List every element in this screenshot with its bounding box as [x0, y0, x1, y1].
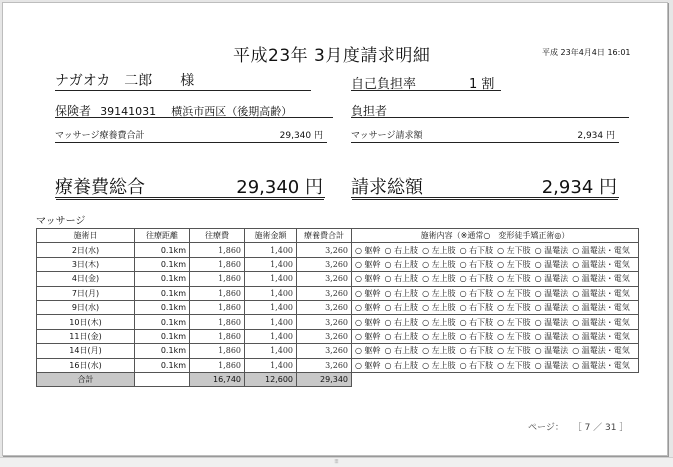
- totals-label: 合計: [37, 372, 135, 386]
- row-treatment-options: [352, 243, 639, 257]
- row-visit-fee: 1,860: [190, 286, 245, 300]
- row-treatment-fee: 1,400: [245, 243, 297, 257]
- row-treatment-options: [352, 315, 639, 329]
- treatment-option: ○ 温罨法: [535, 246, 569, 255]
- row-treatment-fee: 1,400: [245, 315, 297, 329]
- massage-claim-value: 2,934 円: [577, 131, 615, 141]
- row-treatment-options: [352, 358, 639, 372]
- row-date: 7日(月): [37, 286, 135, 300]
- treatment-option: ○ 左下肢: [497, 260, 531, 269]
- treatment-option: ○ 躯幹: [355, 346, 381, 355]
- treatment-option: ○ 温罨法・電気: [572, 274, 630, 283]
- treatment-option: ○ 躯幹: [355, 332, 381, 341]
- treatment-option: ○ 躯幹: [355, 361, 381, 370]
- page-number: ［ 7 ／ 31 ］: [572, 423, 629, 433]
- treatment-option: ○ 躯幹: [355, 303, 381, 312]
- row-visit-fee: 1,860: [190, 344, 245, 358]
- col-header-date: 施術日: [37, 229, 135, 243]
- row-treatment-fee: 1,400: [245, 329, 297, 343]
- treatment-option: ○ 躯幹: [355, 274, 381, 283]
- row-treatment-fee: 1,400: [245, 344, 297, 358]
- table-row: [37, 257, 639, 271]
- col-header-treatment-fee: 施術金額: [245, 229, 297, 243]
- row-date: 14日(月): [37, 344, 135, 358]
- treatment-option: ○ 左下肢: [497, 303, 531, 312]
- treatment-option: ○ 右上肢: [385, 346, 419, 355]
- burden-line: [351, 100, 629, 118]
- treatment-option: ○ 温罨法: [535, 303, 569, 312]
- row-visit-fee: 1,860: [190, 300, 245, 314]
- copay-line: [351, 73, 501, 91]
- treatment-option: ○ 左下肢: [497, 332, 531, 341]
- treatment-option: ○ 左下肢: [497, 361, 531, 370]
- treatment-option: ○ 右上肢: [385, 303, 419, 312]
- table-row: [37, 286, 639, 300]
- treatment-table: [36, 228, 639, 387]
- row-distance: 0.1km: [135, 315, 190, 329]
- treatment-option: ○ 左上肢: [422, 346, 456, 355]
- row-total: 3,260: [297, 344, 352, 358]
- treatment-option: ○ 右上肢: [385, 361, 419, 370]
- col-header-total: 療養費合計: [297, 229, 352, 243]
- row-visit-fee: 1,860: [190, 358, 245, 372]
- treatment-option: ○ 温罨法: [535, 318, 569, 327]
- table-row: [37, 358, 639, 372]
- row-date: 3日(木): [37, 257, 135, 271]
- table-row: [37, 329, 639, 343]
- massage-total-line: [55, 128, 327, 143]
- treatment-option: ○ 躯幹: [355, 318, 381, 327]
- document-title: 平成23年 3月度請求明細: [233, 46, 431, 66]
- grand-total-line: [55, 173, 325, 198]
- col-header-distance: 往療距離: [135, 229, 190, 243]
- row-date: 11日(金): [37, 329, 135, 343]
- row-treatment-options: [352, 300, 639, 314]
- treatment-option: ○ 温罨法: [535, 260, 569, 269]
- row-treatment-fee: 1,400: [245, 286, 297, 300]
- row-total: 3,260: [297, 257, 352, 271]
- treatment-option: ○ 右下肢: [460, 332, 494, 341]
- scrollbar-grip-icon[interactable]: ⦙⦙⦙: [334, 458, 339, 465]
- row-distance: 0.1km: [135, 300, 190, 314]
- row-treatment-options: [352, 286, 639, 300]
- treatment-option: ○ 右下肢: [460, 274, 494, 283]
- treatment-option: ○ 左上肢: [422, 260, 456, 269]
- row-treatment-options: [352, 257, 639, 271]
- treatment-option: ○ 温罨法・電気: [572, 346, 630, 355]
- patient-name: ナガオカ 二郎 様: [55, 73, 195, 89]
- treatment-option: ○ 左下肢: [497, 274, 531, 283]
- row-distance: 0.1km: [135, 243, 190, 257]
- burden-label: 負担者: [351, 104, 388, 118]
- treatment-option: ○ 温罨法・電気: [572, 289, 630, 298]
- row-date: 9日(水): [37, 300, 135, 314]
- table-header-row: [37, 229, 639, 243]
- row-visit-fee: 1,860: [190, 257, 245, 271]
- row-visit-fee: 1,860: [190, 329, 245, 343]
- claim-total-value: 2,934 円: [541, 177, 617, 198]
- treatment-option: ○ 左上肢: [422, 274, 456, 283]
- table-row: [37, 315, 639, 329]
- invoice-page: [2, 2, 668, 456]
- treatment-option: ○ 温罨法・電気: [572, 318, 630, 327]
- row-date: 4日(金): [37, 272, 135, 286]
- treatment-option: ○ 温罨法・電気: [572, 332, 630, 341]
- insurer-line: [55, 100, 333, 118]
- row-treatment-fee: 1,400: [245, 257, 297, 271]
- treatment-option: ○ 右下肢: [460, 361, 494, 370]
- treatment-option: ○ 右下肢: [460, 303, 494, 312]
- row-distance: 0.1km: [135, 344, 190, 358]
- row-treatment-fee: 1,400: [245, 272, 297, 286]
- massage-total-label: マッサージ療養費合計: [55, 131, 145, 141]
- row-date: 10日(木): [37, 315, 135, 329]
- treatment-option: ○ 左上肢: [422, 246, 456, 255]
- treatment-option: ○ 右下肢: [460, 260, 494, 269]
- treatment-option: ○ 温罨法: [535, 346, 569, 355]
- totals-treatment-fee: 12,600: [245, 372, 297, 386]
- treatment-option: ○ 左上肢: [422, 332, 456, 341]
- treatment-option: ○ 左下肢: [497, 346, 531, 355]
- row-distance: 0.1km: [135, 329, 190, 343]
- row-treatment-options: [352, 329, 639, 343]
- row-total: 3,260: [297, 300, 352, 314]
- massage-claim-label: マッサージ請求額: [351, 131, 423, 141]
- insurer-number: 39141031: [100, 105, 157, 118]
- treatment-option: ○ 右上肢: [385, 289, 419, 298]
- treatment-option: ○ 躯幹: [355, 260, 381, 269]
- row-total: 3,260: [297, 286, 352, 300]
- treatment-option: ○ 左下肢: [497, 246, 531, 255]
- treatment-option: ○ 躯幹: [355, 289, 381, 298]
- treatment-option: ○ 右下肢: [460, 289, 494, 298]
- page-indicator: [528, 420, 628, 433]
- treatment-option: ○ 左下肢: [497, 289, 531, 298]
- treatment-option: ○ 左下肢: [497, 318, 531, 327]
- col-header-visit-fee: 往療費: [190, 229, 245, 243]
- treatment-option: ○ 躯幹: [355, 246, 381, 255]
- treatment-option: ○ 右下肢: [460, 346, 494, 355]
- totals-distance-blank: [135, 372, 190, 386]
- treatment-option: ○ 左上肢: [422, 303, 456, 312]
- row-visit-fee: 1,860: [190, 272, 245, 286]
- massage-total-value: 29,340 円: [279, 131, 323, 141]
- massage-claim-line: [351, 128, 619, 143]
- treatment-option: ○ 左上肢: [422, 361, 456, 370]
- treatment-option: ○ 温罨法・電気: [572, 246, 630, 255]
- row-total: 3,260: [297, 243, 352, 257]
- insurer-label: 保険者: [55, 104, 92, 118]
- treatment-option: ○ 温罨法: [535, 274, 569, 283]
- row-distance: 0.1km: [135, 358, 190, 372]
- row-visit-fee: 1,860: [190, 243, 245, 257]
- treatment-option: ○ 温罨法・電気: [572, 260, 630, 269]
- row-treatment-options: [352, 272, 639, 286]
- treatment-option: ○ 左上肢: [422, 289, 456, 298]
- copay-label: 自己負担率: [351, 77, 417, 92]
- claim-total-label: 請求総額: [351, 177, 423, 198]
- row-date: 2日(水): [37, 243, 135, 257]
- section-title: マッサージ: [36, 216, 86, 227]
- row-total: 3,260: [297, 272, 352, 286]
- treatment-option: ○ 温罨法: [535, 361, 569, 370]
- row-visit-fee: 1,860: [190, 315, 245, 329]
- row-treatment-options: [352, 344, 639, 358]
- insurer-region: 横浜市西区（後期高齢）: [171, 105, 293, 118]
- totals-row: [37, 372, 639, 386]
- treatment-option: ○ 右下肢: [460, 246, 494, 255]
- table-row: [37, 243, 639, 257]
- treatment-option: ○ 右下肢: [460, 318, 494, 327]
- treatment-option: ○ 右上肢: [385, 318, 419, 327]
- row-treatment-fee: 1,400: [245, 300, 297, 314]
- treatment-option: ○ 温罨法・電気: [572, 361, 630, 370]
- page-label: ページ：: [528, 423, 564, 433]
- row-distance: 0.1km: [135, 286, 190, 300]
- claim-total-line: [351, 173, 619, 198]
- treatment-option: ○ 右上肢: [385, 260, 419, 269]
- grand-total-label: 療養費総合: [55, 177, 145, 198]
- copay-value: 1 割: [469, 77, 495, 92]
- treatment-option: ○ 温罨法: [535, 332, 569, 341]
- totals-total: 29,340: [297, 372, 352, 386]
- totals-content-blank: [352, 372, 639, 386]
- totals-visit-fee: 16,740: [190, 372, 245, 386]
- treatment-option: ○ 左上肢: [422, 318, 456, 327]
- grand-total-value: 29,340 円: [236, 177, 323, 198]
- row-total: 3,260: [297, 358, 352, 372]
- row-distance: 0.1km: [135, 272, 190, 286]
- table-row: [37, 300, 639, 314]
- row-total: 3,260: [297, 329, 352, 343]
- treatment-option: ○ 温罨法・電気: [572, 303, 630, 312]
- print-timestamp: 平成 23年4月4日 16:01: [542, 48, 631, 57]
- treatment-option: ○ 右上肢: [385, 274, 419, 283]
- col-header-content: 施術内容（※通常○ 変形徒手矯正術◎）: [352, 229, 639, 243]
- patient-name-line: [55, 70, 311, 91]
- table-row: [37, 272, 639, 286]
- row-treatment-fee: 1,400: [245, 358, 297, 372]
- row-total: 3,260: [297, 315, 352, 329]
- treatment-option: ○ 右上肢: [385, 246, 419, 255]
- row-distance: 0.1km: [135, 257, 190, 271]
- treatment-option: ○ 右上肢: [385, 332, 419, 341]
- treatment-option: ○ 温罨法: [535, 289, 569, 298]
- table-row: [37, 344, 639, 358]
- row-date: 16日(水): [37, 358, 135, 372]
